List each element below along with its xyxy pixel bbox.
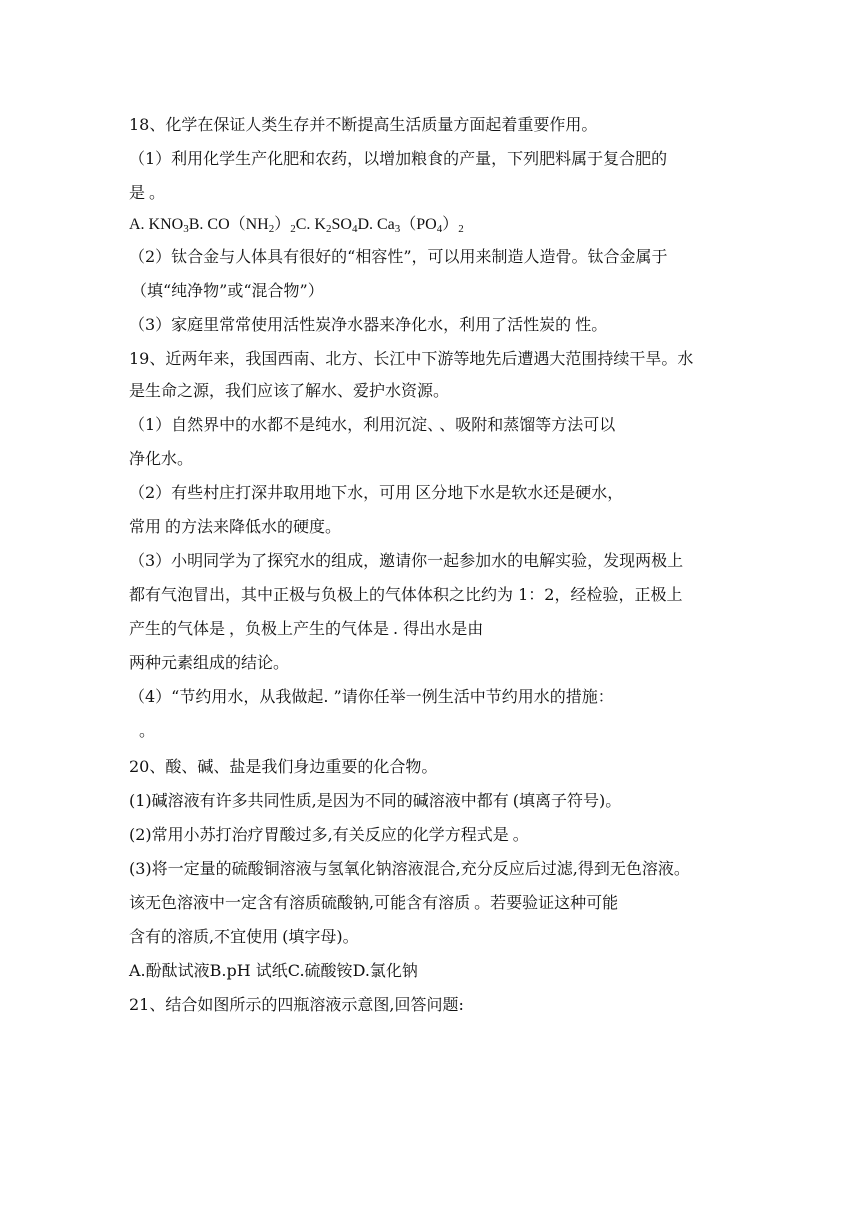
q18-title xyxy=(129,115,597,137)
q18-part1-line2 xyxy=(129,183,165,205)
q18-option-b: B. $CO(NH_2)_2$ xyxy=(188,216,296,235)
q18-part3 xyxy=(129,315,607,337)
q19-part2-line2 xyxy=(129,517,341,539)
q20-option-a: A.酚酞试液 xyxy=(129,961,210,980)
q20-part1-suffix: (填离子符号)。 xyxy=(512,791,622,810)
q20-part3-line1 xyxy=(129,859,690,881)
q20-part3-line2 xyxy=(129,893,618,915)
q21-title-text: 21、结合如图所示的四瓶溶液示意图,回答问题: xyxy=(129,995,464,1014)
q19-title-line2 xyxy=(129,381,449,403)
q19-part2-line2-prefix: 常用 xyxy=(129,517,162,536)
q21-title xyxy=(129,995,464,1017)
q18-part1-line1 xyxy=(129,149,667,171)
q20-part3-line3-suffix: (填字母)。 xyxy=(282,927,359,946)
q19-part1-suffix: 、吸附和蒸馏等方法可以 xyxy=(439,415,616,434)
q19-part3-line3-suffix: . 得出水是由 xyxy=(393,619,484,638)
q20-part3-line2-suffix: 。若要验证这种可能 xyxy=(474,893,619,912)
q19-part2-suffix: 区分地下水是软水还是硬水， xyxy=(415,483,624,502)
q19-title-line1 xyxy=(129,349,693,371)
q19-title-text2: 是生命之源，我们应该了解水、爱护水资源。 xyxy=(129,381,450,400)
q19-part3-line1 xyxy=(129,551,683,573)
q19-title-text1: 19、近两年来，我国西南、北方、长江中下游等地先后遭遇大范围持续干旱。水 xyxy=(129,349,694,368)
q20-option-c: C.硫酸铵 xyxy=(287,961,353,980)
q18-options xyxy=(129,215,464,237)
q19-part3-text2: 都有气泡冒出，其中正极与负极上的气体体积之比约为 1：2，经检验，正极上 xyxy=(129,585,683,604)
q19-part2-prefix: （2）有些村庄打深井取用地下水，可用 xyxy=(129,483,412,502)
q18-option-d: D. $Ca_3(PO_4)_2$ xyxy=(357,216,464,235)
q19-part3-line3-mid: ，负极上产生的气体是 xyxy=(229,619,390,638)
q20-part2-prefix: (2)常用小苏打治疗胃酸过多,有关反应的化学方程式是 xyxy=(129,825,509,844)
q19-part3-line4 xyxy=(129,653,289,675)
q18-part3-prefix: （3）家庭里常常使用活性炭净水器来净化水，利用了活性炭的 xyxy=(129,315,572,334)
q19-part4-text: （4）“节约用水，从我做起. ”请你任举一例生活中节约用水的措施： xyxy=(129,687,614,706)
q19-part2-line2-suffix: 的方法来降低水的硬度。 xyxy=(165,517,342,536)
q19-part1-line2 xyxy=(129,449,193,471)
q19-part4-suffix: 。 xyxy=(139,721,156,740)
q20-options xyxy=(129,961,418,983)
q18-part2-suffix: （填“纯净物”或“混合物”） xyxy=(131,281,324,300)
q18-part2-line2 xyxy=(129,281,324,303)
q18-part1-text: （1）利用化学生产化肥和农药，以增加粮食的产量，下列肥料属于复合肥的 xyxy=(129,149,668,168)
q20-part2 xyxy=(129,825,529,847)
q19-part4-line1 xyxy=(129,687,614,709)
q19-part3-line3 xyxy=(129,619,487,641)
q20-part2-suffix: 。 xyxy=(512,825,529,844)
q19-part1-text2: 净化水。 xyxy=(129,449,194,468)
q20-option-d: D.氯化钠 xyxy=(352,961,418,980)
q18-title-text: 18、化学在保证人类生存并不断提高生活质量方面起着重要作用。 xyxy=(129,115,598,134)
q18-option-a: A. $KNO_3$ xyxy=(129,216,189,235)
q19-part3-text1: （3）小明同学为了探究水的组成，邀请你一起参加水的电解实验，发现两极上 xyxy=(129,551,684,570)
q18-part3-suffix: 性。 xyxy=(575,315,608,334)
q18-part2-line1 xyxy=(129,247,668,269)
q19-part1-line1 xyxy=(129,415,615,437)
q18-part2-text: （2）钛合金与人体具有很好的“相容性”，可以用来制造人造骨。钛合金属于 xyxy=(129,247,668,266)
q20-part1 xyxy=(129,791,621,813)
q18-part1-suffix: 。 xyxy=(149,183,166,202)
q20-option-b: B.pH 试纸 xyxy=(209,961,288,980)
q19-part3-text4: 两种元素组成的结论。 xyxy=(129,653,290,672)
q19-part3-line3-prefix: 产生的气体是 xyxy=(129,619,226,638)
q19-part3-line2 xyxy=(129,585,682,607)
q20-part3-text1: (3)将一定量的硫酸铜溶液与氢氧化钠溶液混合,充分反应后过滤,得到无色溶液。 xyxy=(129,859,690,878)
q20-part1-prefix: (1)碱溶液有许多共同性质,是因为不同的碱溶液中都有 xyxy=(129,791,509,810)
q20-title-text: 20、酸、碱、盐是我们身边重要的化合物。 xyxy=(129,757,438,776)
q20-part3-line2-prefix: 该无色溶液中一定含有溶质硫酸钠,可能含有溶质 xyxy=(129,893,471,912)
q18-option-c: C. $K_2SO_4$ xyxy=(295,216,358,235)
q20-title xyxy=(129,757,437,779)
q20-part3-line3-prefix: 含有的溶质,不宜使用 xyxy=(129,927,279,946)
q20-part3-line3 xyxy=(129,927,359,949)
q19-part1-prefix: （1）自然界中的水都不是纯水，利用沉淀、 xyxy=(129,415,436,434)
q19-part4-line2 xyxy=(129,721,155,743)
q18-part1-prefix: 是 xyxy=(129,183,146,202)
q19-part2-line1 xyxy=(129,483,623,505)
